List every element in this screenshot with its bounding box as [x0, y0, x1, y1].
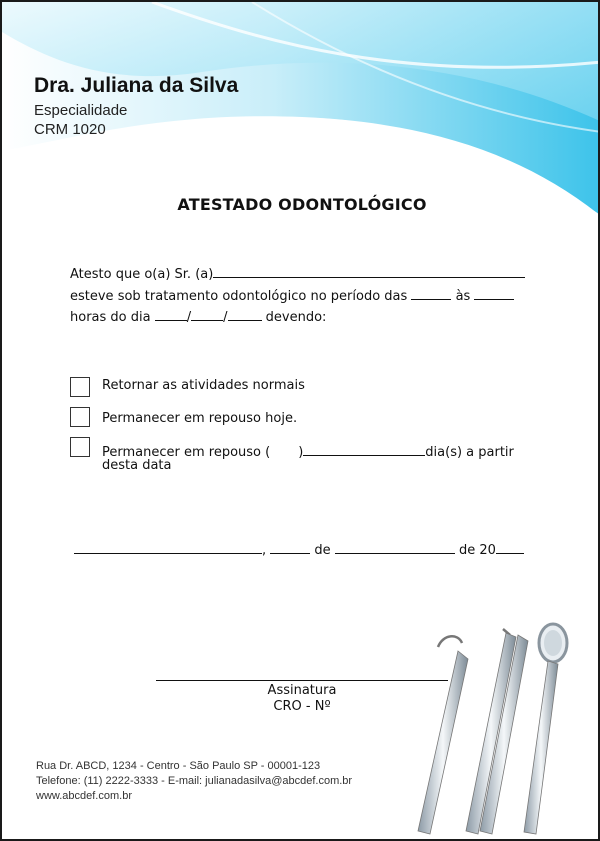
period-line-label: esteve sob tratamento odontológico no período das [70, 289, 408, 304]
date-line [70, 307, 326, 326]
day-label: horas do dia [70, 310, 151, 325]
date-separator: / [223, 310, 228, 325]
signature-line[interactable] [156, 680, 448, 681]
period-line [70, 286, 514, 305]
option-rest-days-checkbox[interactable] [70, 437, 90, 457]
option-rest-days-line2: desta data [102, 458, 172, 473]
city-blank[interactable] [74, 540, 262, 554]
option-return-label: Retornar as atividades normais [102, 378, 305, 393]
patient-line-label: Atesto que o(a) Sr. (a) [70, 267, 214, 282]
option-rest-days-paren: ) [298, 445, 304, 460]
option-rest-today-checkbox[interactable] [70, 407, 90, 427]
day-of-month-blank[interactable] [270, 540, 310, 554]
year-prefix-label: de 20 [458, 543, 496, 558]
option-rest-days-suffix: dia(s) a partir [425, 445, 514, 460]
dental-instruments-icon [408, 619, 598, 839]
day-blank[interactable] [155, 307, 187, 321]
specialty-label: Especialidade [34, 102, 128, 119]
option-rest-today-label: Permanecer em repouso hoje. [102, 411, 298, 426]
signature-label: Assinatura [267, 683, 337, 698]
option-rest-days-text: Permanecer em repouso ( [102, 445, 271, 460]
place-date-line [74, 540, 524, 559]
date-separator: / [186, 310, 192, 325]
option-return-checkbox[interactable] [70, 377, 90, 397]
patient-name-blank[interactable] [213, 264, 525, 278]
must-label: devendo: [265, 310, 327, 325]
cro-label: CRO - Nº [273, 699, 331, 714]
end-time-blank[interactable] [474, 286, 514, 300]
crm-number: CRM 1020 [34, 121, 106, 138]
month-name-blank[interactable] [335, 540, 455, 554]
period-to-label: às [455, 289, 471, 304]
start-time-blank[interactable] [411, 286, 451, 300]
footer-address: Rua Dr. ABCD, 1234 - Centro - São Paulo SP - 00001-123 [36, 760, 321, 772]
year-blank[interactable] [228, 307, 262, 321]
month-blank[interactable] [191, 307, 223, 321]
footer-website: www.abcdef.com.br [36, 790, 132, 802]
de-label: de [314, 543, 331, 558]
year-suffix-blank[interactable] [496, 540, 524, 554]
patient-line [70, 264, 525, 283]
comma: , [262, 543, 267, 558]
footer-contact: Telefone: (11) 2222-3333 - E-mail: julianadasilva@abcdef.com.br [36, 775, 353, 787]
rest-days-blank[interactable] [303, 442, 425, 456]
document-title: ATESTADO ODONTOLÓGICO [177, 195, 427, 214]
doctor-name: Dra. Juliana da Silva [34, 74, 239, 97]
